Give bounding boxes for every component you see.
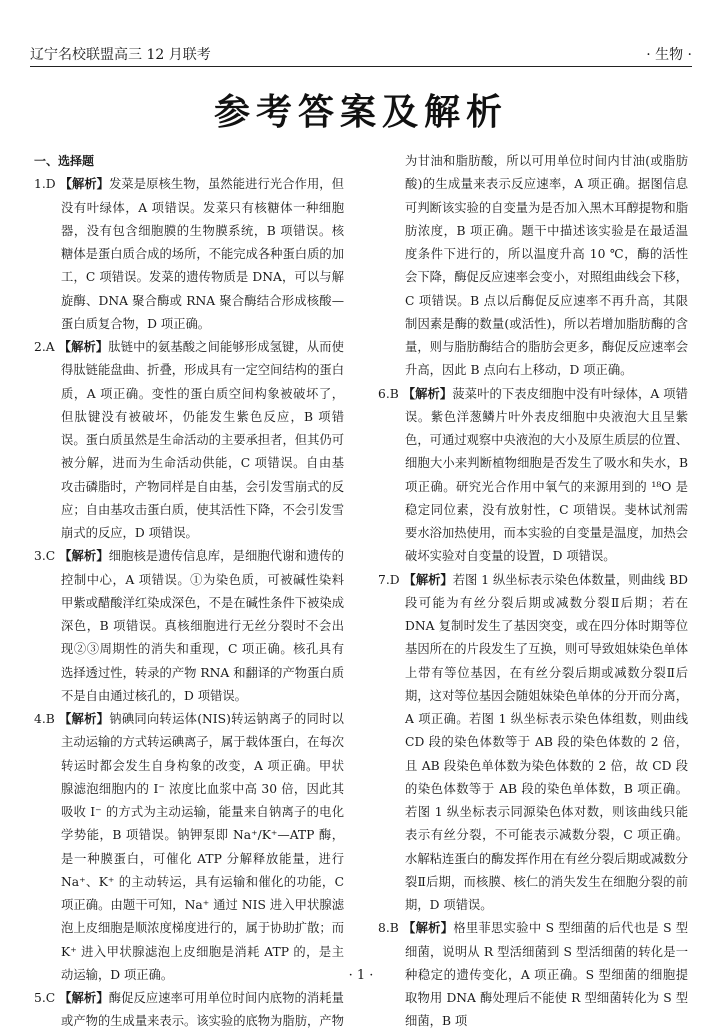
header-exam-name: 辽宁名校联盟高三 12 月联考 (30, 47, 211, 63)
answer-letter: C (45, 991, 56, 1005)
answer-item (34, 987, 344, 1034)
answer-letter: D (45, 177, 56, 192)
analysis-text: 肽链中的氨基酸之间能够形成氢键，从而使得肽链能盘曲、折叠，形成具有一定空间结构的蛋白质，A 项正确。变性的蛋白质空间构象被破坏了，但肽键没有被破坏，仍能发生紫色反应，B 项错误。蛋白质虽然是生命活动的主要承担者，但其仍可被分解，进而为生命活动供能，C 项错误。自由基攻击磷脂时，产物同样是自由基，会引发雪崩式的反应；自由基攻击蛋白质，使其活性下降，不会引发雪崩式的反应，D 项错误。 (61, 340, 344, 540)
question-number: 2. (34, 340, 46, 354)
answer-letter: D (389, 572, 400, 587)
analysis-text: 若图 1 纵坐标表示染色体数量，则曲线 BD 段可能为有丝分裂后期或减数分裂Ⅱ后期；若在 DNA 复制时发生了基因突变，或在四分体时期等位基因所在的片段发生了互换，则可导致姐妹染色单体上带有等位基因，在有丝分裂后期或减数分裂Ⅱ后期，这对等位基因会随姐妹染色单体的分开而分离，A 项正确。若图 1 纵坐标表示染色体组数，则曲线 CD 段的染色体数等于 AB 段的染色体数的 2 倍，且 AB 段染色单体数为染色体数的 2 倍，故 CD 段的染色体数等于 AB 段的染色单体数，B 项正确。若图 1 纵坐标表示同源染色体对数，则该曲线只能表示有丝分裂，不可能表示减数分裂，C 项正确。水解粘连蛋白的酶发挥作用在有丝分裂后期或减数分裂Ⅱ后期，而核膜、核仁的消失发生在细胞分裂的前期，D 项错误。 (405, 572, 688, 912)
answer-item (34, 545, 344, 708)
analysis-text: 钠碘同向转运体(NIS)转运钠离子的同时以主动运输的方式转运碘离子，属于载体蛋白，在每次转运时都会发生自身构象的改变，A 项正确。甲状腺滤泡细胞内的 I⁻ 浓度比血浆中高 30 倍，因此其吸收 I⁻ 的方式为主动运输，能量来自钠离子的电化学势能，B 项错误。钠钾泵即 Na⁺/K⁺—ATP 酶，是一种膜蛋白，可催化 ATP 分解释放能量，进行 Na⁺、K⁺ 的主动转运，具有运输和催化的功能，C 项正确。由题干可知，Na⁺ 通过 NIS 进入甲状腺滤泡上皮细胞是顺浓度梯度进行的，属于协助扩散；而 K⁺ 进入甲状腺滤泡上皮细胞是消耗 ATP 的，是主动运输，D 项正确。 (61, 712, 344, 982)
analysis-text: 格里菲思实验中 S 型细菌的后代也是 S 型细菌，说明从 R 型活细菌到 S 型活细菌的转化是一种稳定的遗传变化，A 项正确。S 型细菌的细胞提取物用 DNA 酶处理后不能使 R 型细菌转化为 S 型细菌，B 项 (405, 921, 688, 1029)
page-header (30, 38, 692, 64)
analysis-text: 酶促反应速率可用单位时间内底物的消耗量或产物的生成量来表示。该实验的底物为脂肪，产物 (61, 991, 344, 1029)
answer-item (34, 173, 344, 336)
question-5-continuation: 为甘油和脂肪酸，所以可用单位时间内甘油(或脂肪酸)的生成量来表示反应速率，A 项正确。据图信息可判断该实验的自变量为是否加入黑木耳醇提物和脂肪浓度，B 项正确。题干中描述该实验是在最适温度条件下进行的，所以温度升高 10 ℃，酶的活性会下降，酶促反应速率会变小，对照组曲线会下移，C 项错误。B 点以后酶促反应速率不再升高，其限制因素是酶的数量(或活性)，所以若增加脂肪酶的含量，则与脂肪酶结合的脂肪会更多，酶促反应速率会升高，因此 B 点向右上移动，D 项正确。 (405, 154, 688, 378)
analysis-text: 细胞核是遗传信息库，是细胞代谢和遗传的控制中心，A 项错误。①为染色质，可被碱性染料甲紫或醋酸洋红染成深色，不是在碱性条件下被染成深色，B 项错误。真核细胞进行无丝分裂时不会出现②③周期性的消失和重现，C 项正确。核孔具有选择透过性，转录的产物 RNA 和翻译的产物蛋白质不是自由通过核孔的，D 项错误。 (61, 549, 344, 703)
question-number: 5. (34, 991, 46, 1005)
section-heading: 一、选择题 (34, 154, 95, 168)
question-number: 1. (34, 177, 46, 192)
analysis-tag: 【解析】 (402, 921, 454, 936)
answer-letter: A (45, 340, 55, 354)
analysis-tag: 【解析】 (403, 572, 453, 587)
analysis-tag: 【解析】 (402, 386, 453, 401)
left-column (34, 150, 344, 1034)
right-column (378, 150, 688, 1034)
answer-item (34, 708, 344, 987)
page-title: 参考答案及解析 (213, 92, 508, 133)
page-number: · 1 · (348, 968, 374, 983)
question-number: 4. (34, 712, 46, 726)
answer-item (34, 336, 344, 545)
question-number: 6. (378, 386, 390, 401)
answer-letter: C (45, 549, 56, 564)
analysis-tag: 【解析】 (59, 177, 110, 192)
answer-letter: B (389, 921, 399, 936)
question-number: 3. (34, 549, 46, 564)
analysis-tag: 【解析】 (59, 549, 109, 564)
header-subject: · 生物 · (646, 47, 692, 63)
answer-letter: B (45, 712, 55, 726)
question-number: 7. (378, 572, 390, 587)
analysis-text: 菠菜叶的下表皮细胞中没有叶绿体，A 项错误。紫色洋葱鳞片叶外表皮细胞中央液泡大且呈紫色，可通过观察中央液泡的大小及原生质层的位置、细胞大小来判断植物细胞是否发生了吸水和失水，B 项正确。研究光合作用中氧气的来源用到的 ¹⁸O 是稳定同位素，没有放射性，C 项错误。斐林试剂需要水浴加热使用，而本实验的自变量是温度，加热会破坏实验对自变量的设置，D 项错误。 (405, 386, 688, 564)
header-rule (30, 66, 692, 67)
answer-item (378, 569, 688, 918)
answer-letter: B (389, 386, 399, 401)
analysis-tag: 【解析】 (58, 712, 110, 726)
analysis-tag: 【解析】 (59, 991, 109, 1005)
answer-item (378, 383, 688, 569)
analysis-tag: 【解析】 (58, 340, 109, 354)
question-number: 8. (378, 921, 390, 936)
analysis-text: 发菜是原核生物，虽然能进行光合作用，但没有叶绿体，A 项错误。发菜只有核糖体一种细胞器，没有包含细胞膜的生物膜系统，B 项错误。核糖体是蛋白质合成的场所，不能完成各种蛋白质的加工，C 项错误。发菜的遗传物质是 DNA，可以与解旋酶、DNA 聚合酶或 RNA 聚合酶结合形成核酸—蛋白质复合物，D 项正确。 (61, 177, 344, 331)
